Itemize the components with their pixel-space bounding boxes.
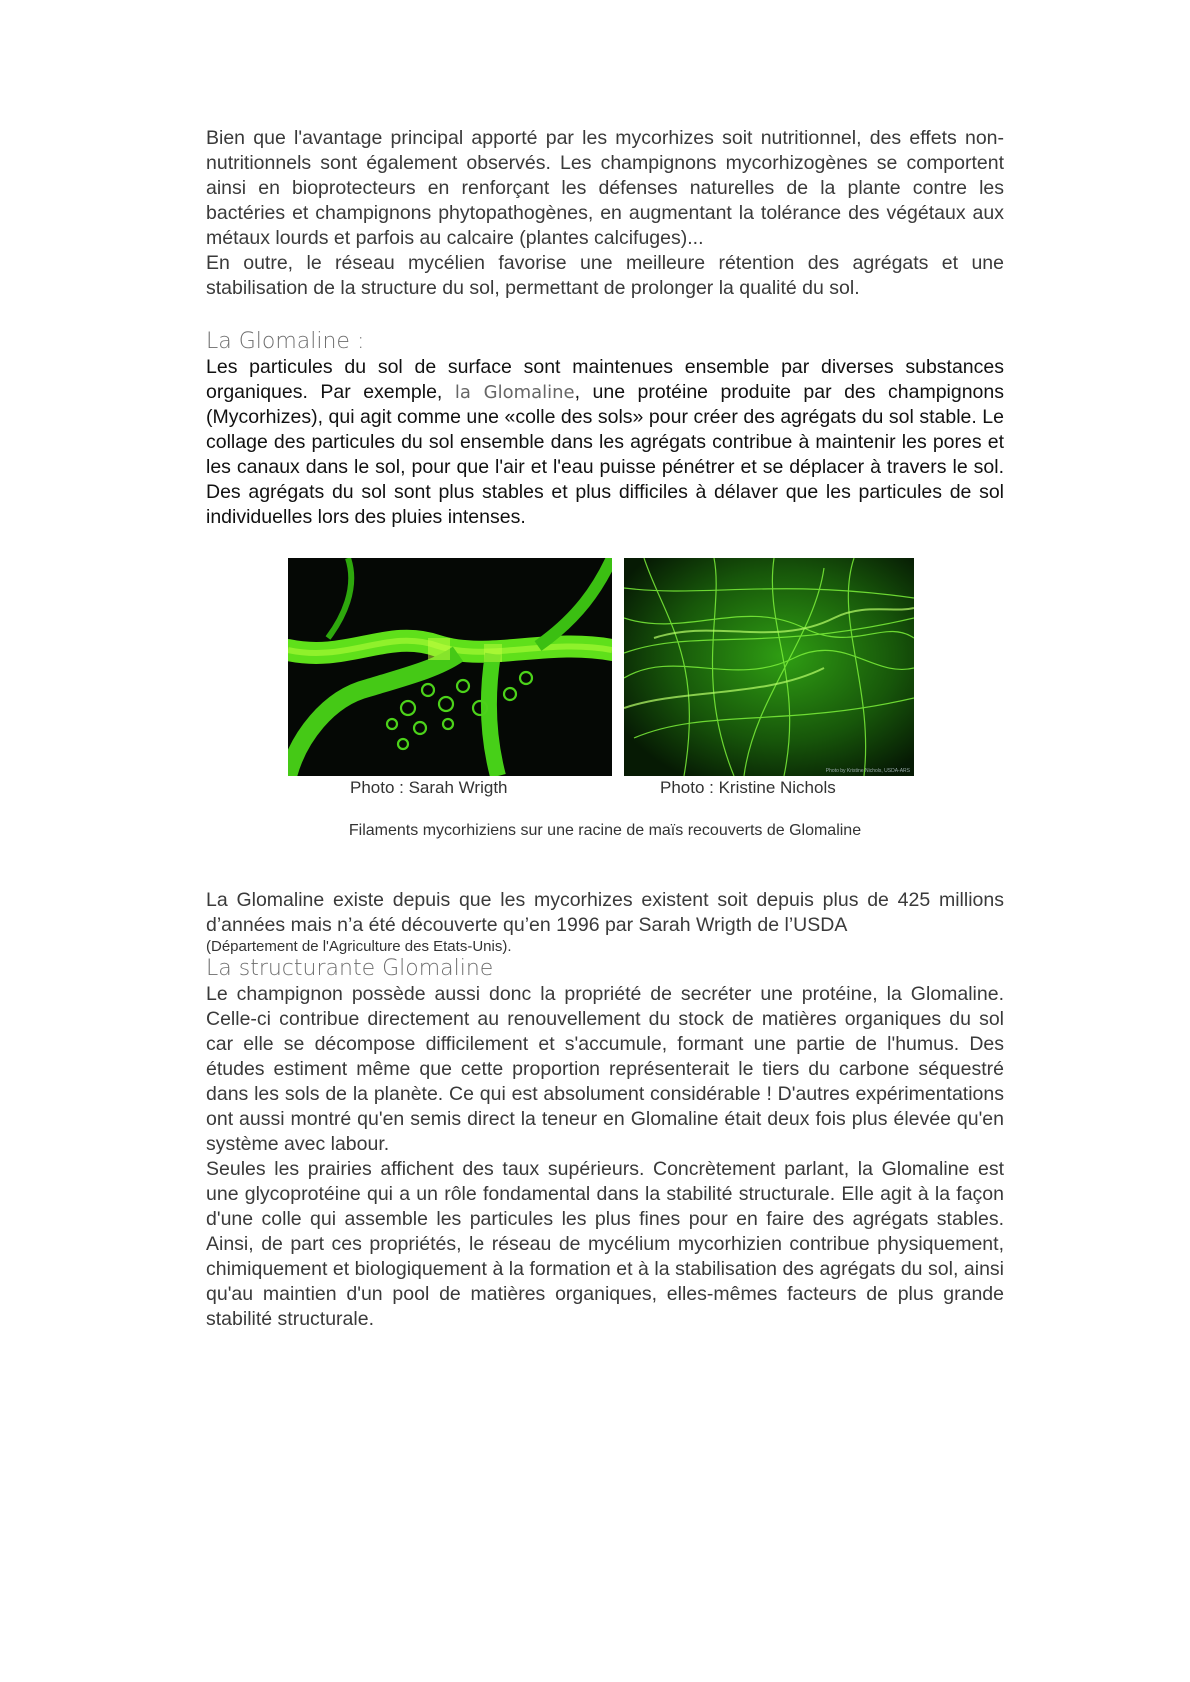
photo-mycelium-network <box>624 558 914 776</box>
glomaline-highlight: la Glomaline <box>454 382 575 403</box>
intro-paragraph-2: En outre, le réseau mycélien favorise une meilleure rétention des agrégats et une stabilisation de la structure du sol, permettant de prolonger la qualité du sol. <box>206 252 1004 299</box>
history-note: (Département de l'Agriculture des Etats-Unis). <box>206 938 512 955</box>
glomaline-text-start: Les particules du sol de surface sont maintenues ensemble par diverses substances organiques. Par exemple, <box>206 356 1004 403</box>
history-paragraph: La Glomaline existe depuis que les mycorhizes existent soit depuis plus de 425 millions d’années mais n’a été découverte qu’en 1996 par Sarah Wrigth de l’USDA <box>206 889 1004 936</box>
section-title-structurante: La structurante Glomaline <box>206 956 494 981</box>
document-page <box>206 126 1004 1332</box>
photo-credit-right: Photo : Kristine Nichols <box>660 778 836 797</box>
photo-credit-left: Photo : Sarah Wrigth <box>350 778 508 797</box>
glomaline-text-end: , une protéine produite par des champignons (Mycorhizes), qui agit comme une «colle des sols» pour créer des agrégats du sol stable. Le collage des particules du sol ensemble dans les agrégats contribue à maintenir les pores et les canaux dans le sol, pour que l'air et l'eau puisse pénétrer et se déplacer à travers le sol. Des agrégats du sol sont plus stables et plus difficiles à délaver que les particules de sol individuelles lors des pluies intenses. <box>206 381 1004 528</box>
glomaline-paragraph <box>206 355 1004 530</box>
intro-paragraph-1: Bien que l'avantage principal apporté par les mycorhizes soit nutritionnel, des effets non-nutritionnels sont également observés. Les champignons mycorhizogènes se comportent ainsi en bioprotecteurs en renforçant les défenses naturelles de la plante contre les bactéries et champignons phytopathogènes, en augmentant la tolérance des végétaux aux métaux lourds et parfois au calcaire (plantes calcifuges)... <box>206 127 1004 249</box>
photo-watermark: Photo by Kristine Nichols, USDA-ARS <box>825 768 910 774</box>
figure-caption: Filaments mycorhiziens sur une racine de maïs recouverts de Glomaline <box>348 822 862 839</box>
figure-photos <box>206 558 1004 878</box>
structurante-paragraph-2: Seules les prairies affichent des taux supérieurs. Concrètement parlant, la Glomaline est une glycoprotéine qui a un rôle fondamental dans la stabilité structurale. Elle agit à la façon d'une colle qui assemble les particules les plus fines pour en faire des agrégats stables. Ainsi, de part ces propriétés, le réseau de mycélium mycorhizien contribue physiquement, chimiquement et biologiquement à la formation et à la stabilisation des agrégats du sol, ainsi qu'au maintien d'un pool de matières organiques, elles-mêmes facteurs de plus grande stabilité structurale. <box>206 1158 1004 1330</box>
section-title-glomaline: La Glomaline : <box>206 329 365 354</box>
structurante-paragraph-1: Le champignon possède aussi donc la propriété de secréter une protéine, la Glomaline. Celle-ci contribue directement au renouvellement du stock de matières organiques du sol car elle se décompose difficilement et s'accumule, formant une partie de l'humus. Des études estiment même que cette proportion représenterait le tiers du carbone séquestré dans les sols de la planète. Ce qui est absolument considérable ! D'autres expérimentations ont aussi montré qu'en semis direct la teneur en Glomaline était deux fois plus élevée qu'en système avec labour. <box>206 983 1004 1155</box>
photo-root-hyphae <box>288 558 612 776</box>
